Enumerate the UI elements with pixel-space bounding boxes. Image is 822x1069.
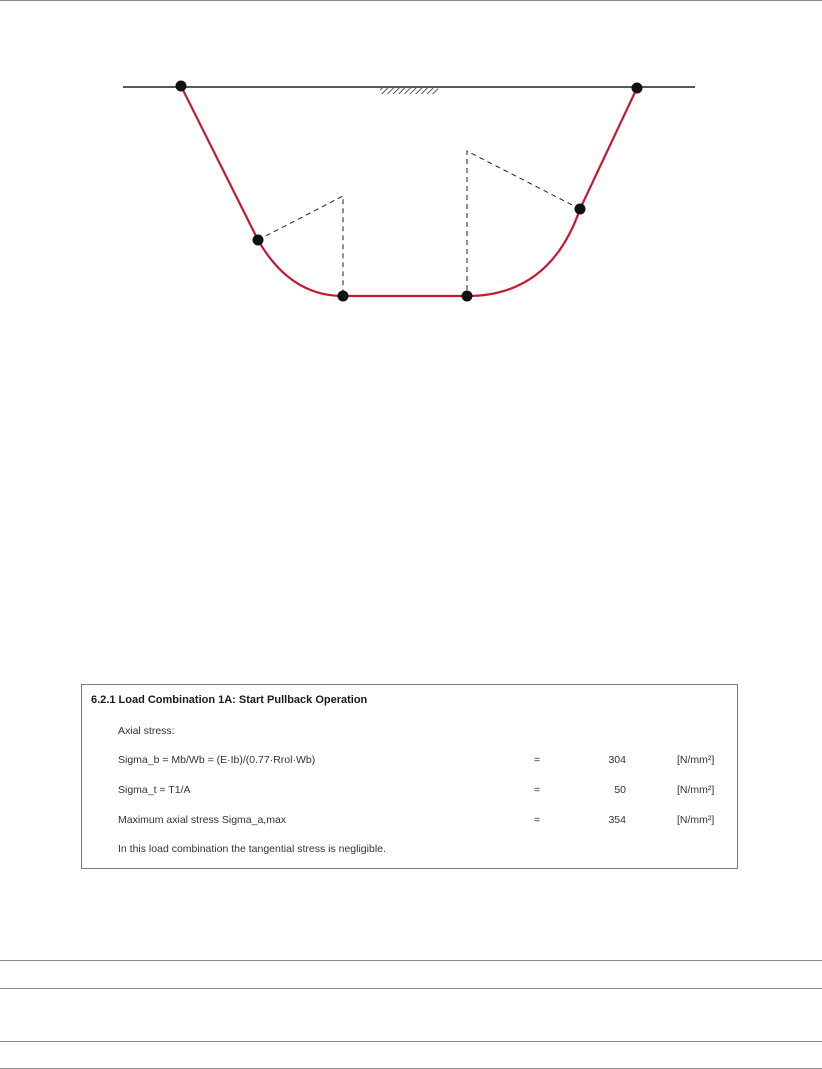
node-bend-end-right <box>575 204 586 215</box>
footer-rule-1 <box>0 960 822 961</box>
sigma-t-label: Sigma_t = T1/A <box>118 784 191 796</box>
sigma-t-unit: [N/mm²] <box>677 784 715 796</box>
load-combination-box <box>81 684 738 869</box>
radius-construction-right <box>467 151 580 296</box>
sigma-b-unit: [N/mm²] <box>677 754 715 766</box>
section-title: 6.2.1 Load Combination 1A: Start Pullback Operation <box>91 694 368 706</box>
max-axial-stress-value: 354 <box>608 814 626 826</box>
node-bend-start-right <box>462 291 473 302</box>
max-axial-stress-equals: = <box>534 814 541 826</box>
node-bend-start-left <box>253 235 264 246</box>
footer-rule-3 <box>0 1041 822 1042</box>
axial-stress-heading: Axial stress: <box>118 725 175 737</box>
node-bend-end-left <box>338 291 349 302</box>
footer-rule-2 <box>0 988 822 989</box>
drill-profile-diagram <box>0 0 822 320</box>
sigma-t-equals: = <box>534 784 541 796</box>
max-axial-stress-unit: [N/mm²] <box>677 814 715 826</box>
sigma-b-equals: = <box>534 754 541 766</box>
sigma-b-value: 304 <box>608 754 626 766</box>
ground-hatch-symbol <box>380 88 438 94</box>
sigma-t-value: 50 <box>614 784 626 796</box>
max-axial-stress-label: Maximum axial stress Sigma_a,max <box>118 814 287 826</box>
pipe-route-path <box>181 86 637 296</box>
radius-construction-left <box>258 196 343 296</box>
tangential-stress-note: In this load combination the tangential stress is negligible. <box>118 843 386 855</box>
node-exit-point <box>632 83 643 94</box>
node-entry-point <box>176 81 187 92</box>
sigma-b-label: Sigma_b = Mb/Wb = (E·Ib)/(0.77·Rrol·Wb) <box>118 754 316 766</box>
